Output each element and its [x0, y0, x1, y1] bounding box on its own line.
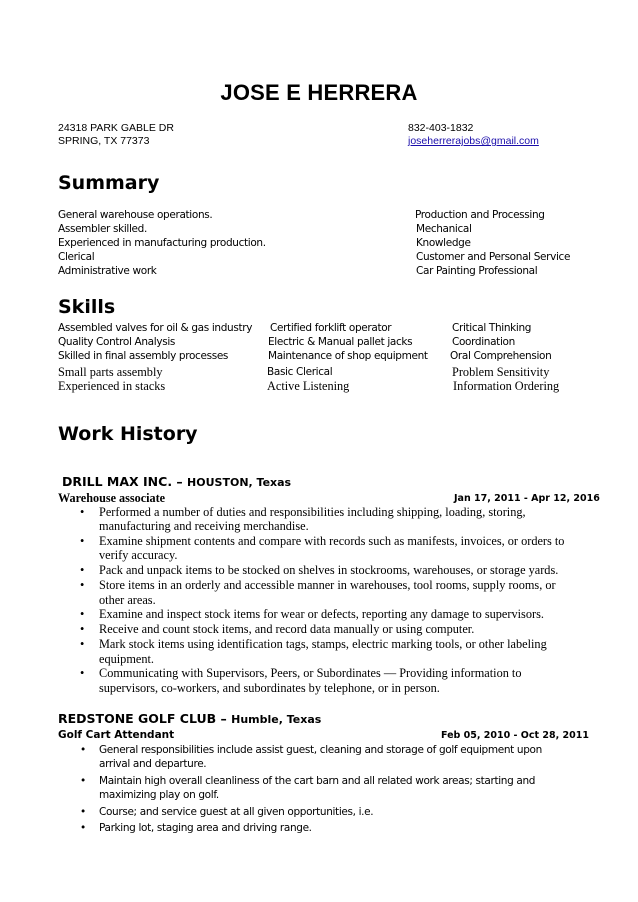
company-name: REDSTONE GOLF CLUB [58, 711, 217, 726]
job-1-title: Warehouse associate [58, 491, 166, 505]
summary-item: Mechanical [416, 223, 472, 235]
company-location: Humble, Texas [231, 713, 322, 726]
duty-item: • Course; and service guest at all given opportunities, i.e. [76, 805, 566, 819]
skill-item: Problem Sensitivity [452, 365, 550, 379]
job-1-dates: Jan 17, 2011 - Apr 12, 2016 [454, 493, 600, 504]
company-location: HOUSTON, Texas [187, 476, 292, 489]
duty-item: • Maintain high overall cleanliness of the cart barn and all related work areas; starting and maximizing play on golf. [76, 774, 566, 803]
skill-item: Electric & Manual pallet jacks [268, 336, 413, 348]
summary-item: Clerical [58, 251, 95, 263]
duty-item: • Store items in an orderly and accessible manner in warehouses, tool rooms, supply rooms, or other areas. [76, 578, 566, 607]
skill-item: Coordination [452, 336, 515, 348]
skill-item: Skilled in final assembly processes [58, 350, 229, 362]
duty-item: • Performed a number of duties and responsibilities including shipping, loading, storing, manufacturing and receiving merchandise. [76, 505, 566, 534]
duty-item: • Pack and unpack items to be stocked on shelves in stockrooms, warehouses, or storage yards. [76, 563, 566, 577]
skill-item: Small parts assembly [58, 365, 163, 379]
skills-heading: Skills [58, 296, 116, 318]
summary-item: Car Painting Professional [416, 265, 538, 277]
skill-item: Assembled valves for oil & gas industry [58, 322, 253, 334]
summary-item: Customer and Personal Service [416, 251, 571, 263]
job-2-duties [76, 743, 566, 838]
skill-item: Oral Comprehension [450, 350, 552, 362]
address-line-2: SPRING, TX 77373 [58, 135, 150, 147]
job-2-dates: Feb 05, 2010 - Oct 28, 2011 [441, 730, 589, 741]
summary-item: Assembler skilled. [58, 223, 147, 235]
skill-item: Quality Control Analysis [58, 336, 176, 348]
skill-item: Basic Clerical [267, 366, 333, 378]
summary-item: Experienced in manufacturing production. [58, 237, 266, 249]
summary-item: Knowledge [416, 237, 471, 249]
separator: – [172, 474, 188, 489]
job-2-employer [58, 711, 321, 726]
summary-heading: Summary [58, 172, 160, 194]
summary-item: General warehouse operations. [58, 209, 213, 221]
summary-item: Production and Processing [415, 209, 545, 221]
company-name: DRILL MAX INC. [62, 474, 173, 489]
separator: – [216, 711, 232, 726]
skill-item: Maintenance of shop equipment [268, 350, 428, 362]
duty-item: • Receive and count stock items, and record data manually or using computer. [76, 622, 566, 636]
work-history-heading: Work History [58, 423, 198, 445]
skill-item: Active Listening [267, 379, 350, 393]
duty-item: • Examine and inspect stock items for wear or defects, reporting any damage to supervisors. [76, 607, 566, 621]
duty-item: • Mark stock items using identification tags, stamps, electric marking tools, or other labeling equipment. [76, 637, 566, 666]
email-link[interactable]: joseherrerajobs@gmail.com [408, 135, 539, 147]
duty-item: • Parking lot, staging area and driving range. [76, 821, 566, 835]
skill-item: Critical Thinking [452, 322, 532, 334]
job-2-title: Golf Cart Attendant [58, 729, 175, 741]
job-1-duties [76, 505, 566, 696]
duty-item: • Communicating with Supervisors, Peers, or Subordinates — Providing information to supervisors, co-workers, and subordinates by telephone, or in person. [76, 666, 566, 695]
applicant-name: JOSE E HERRERA [220, 80, 418, 105]
job-1-employer [62, 474, 291, 489]
phone-number: 832-403-1832 [408, 122, 474, 134]
skill-item: Certified forklift operator [270, 322, 392, 334]
duty-item: • General responsibilities include assist guest, cleaning and storage of golf equipment upon arrival and departure. [76, 743, 566, 772]
duty-item: • Examine shipment contents and compare with records such as manifests, invoices, or orders to verify accuracy. [76, 534, 566, 563]
summary-item: Administrative work [58, 265, 157, 277]
skill-item: Experienced in stacks [58, 379, 166, 393]
skill-item: Information Ordering [453, 379, 560, 393]
address-line-1: 24318 PARK GABLE DR [58, 122, 174, 134]
